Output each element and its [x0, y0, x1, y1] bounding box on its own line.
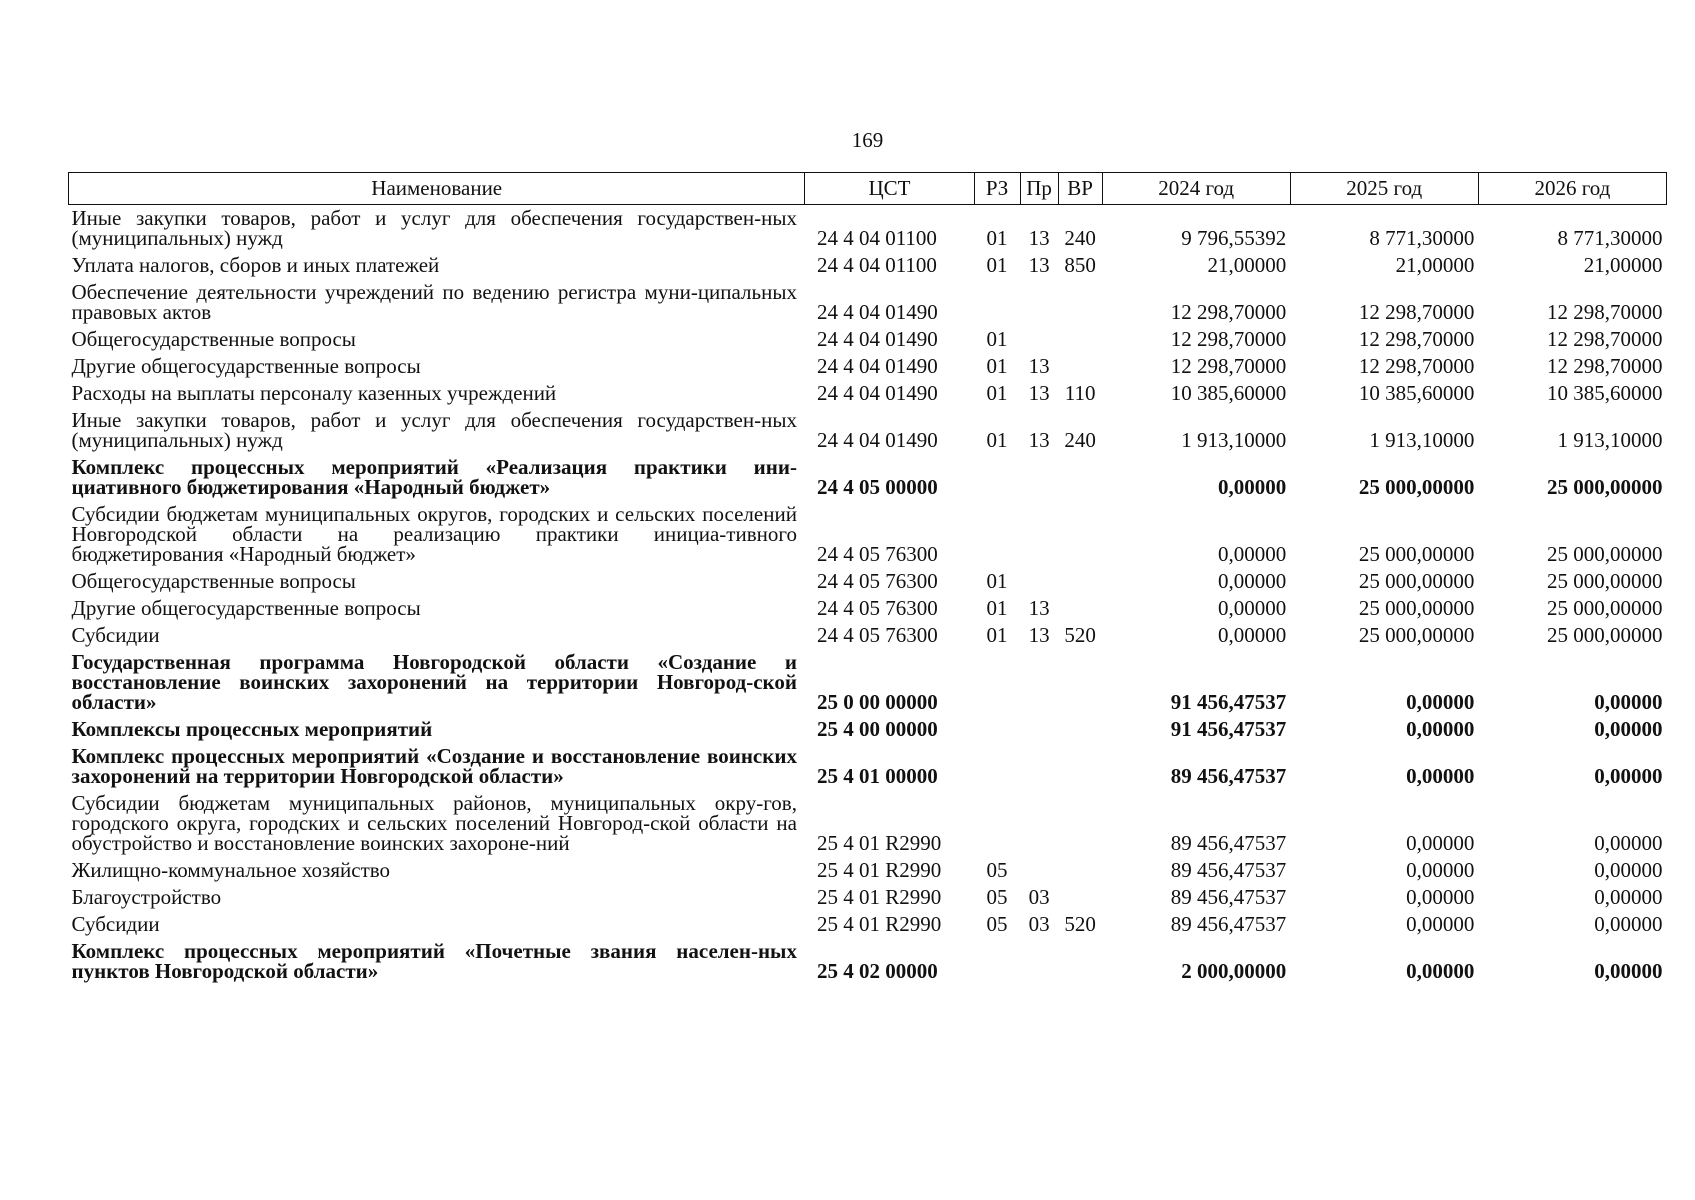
cell-rz [974, 743, 1020, 790]
cell-name: Другие общегосударственные вопросы [71, 354, 421, 378]
cell-name: Другие общегосударственные вопросы [71, 596, 421, 620]
cell-pr: 03 [1028, 885, 1050, 909]
cell-pr [1020, 743, 1058, 790]
cell-pr: 13 [1028, 354, 1050, 378]
cell-cst: 25 4 00 00000 [816, 717, 938, 741]
cell-cst: 24 4 04 01100 [816, 253, 937, 277]
cell-rz [974, 279, 1020, 326]
cell-pr: 13 [1028, 253, 1050, 277]
cell-vr [1058, 454, 1102, 501]
cell-pr: 13 [1028, 381, 1050, 405]
cell-cst: 25 4 02 00000 [816, 959, 938, 983]
budget-table [68, 172, 1667, 985]
table-row [69, 252, 1667, 279]
header-cst: ЦСТ [805, 173, 974, 205]
cell-name: Субсидии бюджетам муниципальных округов, городских и сельских поселений Новгородской области на реализацию практики инициа-тивного бюджетирования «Народный бюджет» [71, 502, 797, 566]
cell-rz: 01 [986, 354, 1008, 378]
cell-rz: 01 [986, 226, 1008, 250]
cell-pr [1020, 857, 1058, 884]
cell-pr [1020, 279, 1058, 326]
cell-2024: 89 456,47537 [1170, 885, 1287, 909]
cell-name: Уплата налогов, сборов и иных платежей [71, 253, 440, 277]
cell-cst: 24 4 04 01490 [816, 354, 938, 378]
cell-cst: 25 4 01 R2990 [816, 885, 942, 909]
table-row [69, 279, 1667, 326]
header-2024: 2024 год [1102, 173, 1290, 205]
cell-2024: 89 456,47537 [1170, 858, 1287, 882]
cell-2026: 0,00000 [1594, 885, 1663, 909]
cell-2024: 0,00000 [1217, 542, 1287, 566]
cell-rz [974, 716, 1020, 743]
cell-rz [974, 790, 1020, 857]
cell-2024: 89 456,47537 [1170, 831, 1287, 855]
table-row [69, 622, 1667, 649]
header-2026: 2026 год [1478, 173, 1666, 205]
cell-name: Расходы на выплаты персоналу казенных учреждений [71, 381, 557, 405]
cell-name: Субсидии бюджетам муниципальных районов, муниципальных окру-гов, городского округа, городских и сельских поселений Новгород-ской области на обустройство и восстановление воинских захороне-ний [71, 791, 797, 855]
cell-vr: 240 [1064, 226, 1096, 250]
cell-pr [1020, 568, 1058, 595]
table-body [69, 205, 1667, 986]
table-row [69, 911, 1667, 938]
cell-cst: 24 4 04 01490 [816, 300, 938, 324]
cell-cst: 24 4 04 01490 [816, 327, 938, 351]
cell-cst: 24 4 04 01490 [816, 428, 938, 452]
cell-vr [1058, 595, 1102, 622]
cell-name: Благоустройство [71, 885, 222, 909]
cell-name: Субсидии [71, 623, 160, 647]
cell-name: Комплекс процессных мероприятий «Создание и восстановление воинских захоронений на территории Новгородской области» [71, 744, 797, 788]
cell-pr: 13 [1028, 623, 1050, 647]
cell-rz: 01 [986, 253, 1008, 277]
cell-2026: 25 000,00000 [1547, 596, 1663, 620]
cell-2025: 0,00000 [1406, 912, 1475, 936]
cell-2026: 0,00000 [1594, 858, 1663, 882]
cell-rz: 01 [986, 327, 1008, 351]
cell-2026: 25 000,00000 [1547, 569, 1663, 593]
cell-vr [1058, 743, 1102, 790]
cell-pr [1020, 649, 1058, 716]
cell-2026: 0,00000 [1594, 912, 1663, 936]
table-row [69, 716, 1667, 743]
cell-rz: 05 [986, 858, 1008, 882]
cell-2026: 0,00000 [1594, 717, 1663, 741]
cell-cst: 25 4 01 R2990 [816, 858, 942, 882]
cell-rz [974, 649, 1020, 716]
cell-2025: 1 913,10000 [1369, 428, 1475, 452]
cell-2026: 12 298,70000 [1547, 354, 1663, 378]
cell-rz [974, 501, 1020, 568]
cell-vr [1058, 884, 1102, 911]
cell-2024: 21,00000 [1207, 253, 1287, 277]
cell-name: Субсидии [71, 912, 160, 936]
cell-name: Иные закупки товаров, работ и услуг для обеспечения государствен-ных (муниципальных) нужд [71, 206, 797, 250]
cell-2026: 0,00000 [1594, 831, 1663, 855]
cell-name: Комплексы процессных мероприятий [71, 717, 433, 741]
page-number: 169 [851, 128, 884, 152]
cell-pr: 13 [1028, 428, 1050, 452]
cell-2024: 91 456,47537 [1170, 690, 1287, 714]
cell-cst: 25 0 00 00000 [816, 690, 938, 714]
cell-2025: 25 000,00000 [1358, 596, 1475, 620]
cell-pr [1020, 716, 1058, 743]
table-row [69, 568, 1667, 595]
cell-2024: 12 298,70000 [1170, 300, 1287, 324]
cell-2024: 89 456,47537 [1170, 912, 1287, 936]
cell-rz: 01 [986, 623, 1008, 647]
table-row [69, 938, 1667, 985]
cell-2026: 8 771,30000 [1557, 226, 1663, 250]
cell-2025: 21,00000 [1395, 253, 1475, 277]
cell-2025: 0,00000 [1406, 858, 1475, 882]
cell-vr [1058, 857, 1102, 884]
cell-cst: 24 4 05 76300 [816, 596, 938, 620]
cell-2025: 12 298,70000 [1358, 300, 1475, 324]
cell-2024: 9 796,55392 [1181, 226, 1287, 250]
cell-2026: 21,00000 [1583, 253, 1663, 277]
cell-cst: 25 4 01 R2990 [816, 912, 942, 936]
cell-2026: 25 000,00000 [1547, 542, 1663, 566]
cell-vr [1058, 938, 1102, 985]
cell-cst: 24 4 05 76300 [816, 623, 938, 647]
cell-2025: 25 000,00000 [1358, 623, 1475, 647]
cell-vr: 240 [1064, 428, 1096, 452]
cell-rz [974, 454, 1020, 501]
cell-2025: 8 771,30000 [1369, 226, 1475, 250]
cell-cst: 24 4 05 76300 [816, 569, 938, 593]
cell-2024: 10 385,60000 [1170, 381, 1287, 405]
cell-2026: 1 913,10000 [1557, 428, 1663, 452]
cell-name: Жилищно-коммунальное хозяйство [71, 858, 391, 882]
cell-2025: 25 000,00000 [1358, 569, 1475, 593]
cell-vr [1058, 279, 1102, 326]
cell-2025: 12 298,70000 [1358, 327, 1475, 351]
cell-2025: 0,00000 [1406, 831, 1475, 855]
cell-2026: 0,00000 [1594, 764, 1663, 788]
table-row [69, 857, 1667, 884]
cell-rz: 01 [986, 596, 1008, 620]
cell-rz [974, 938, 1020, 985]
cell-pr [1020, 938, 1058, 985]
cell-vr [1058, 790, 1102, 857]
cell-pr [1020, 454, 1058, 501]
cell-name: Общегосударственные вопросы [71, 327, 356, 351]
cell-2024: 12 298,70000 [1170, 327, 1287, 351]
cell-cst: 24 4 05 76300 [816, 542, 938, 566]
cell-name: Обеспечение деятельности учреждений по ведению регистра муни-ципальных правовых актов [71, 280, 797, 324]
header-pr: Пр [1020, 173, 1058, 205]
table-row [69, 407, 1667, 454]
cell-rz: 05 [986, 912, 1008, 936]
cell-vr [1058, 326, 1102, 353]
table-header-row [69, 173, 1667, 205]
cell-cst: 25 4 01 00000 [816, 764, 938, 788]
cell-2025: 25 000,00000 [1358, 542, 1475, 566]
cell-cst: 24 4 04 01100 [816, 226, 937, 250]
cell-2024: 0,00000 [1217, 475, 1287, 499]
cell-vr [1058, 568, 1102, 595]
cell-pr: 13 [1028, 596, 1050, 620]
cell-vr: 520 [1064, 623, 1096, 647]
cell-pr: 03 [1028, 912, 1050, 936]
cell-2026: 0,00000 [1594, 959, 1663, 983]
cell-name: Общегосударственные вопросы [71, 569, 356, 593]
cell-2025: 0,00000 [1406, 764, 1475, 788]
cell-vr: 850 [1064, 253, 1096, 277]
cell-2026: 25 000,00000 [1547, 475, 1663, 499]
cell-pr [1020, 501, 1058, 568]
cell-vr [1058, 501, 1102, 568]
cell-2026: 12 298,70000 [1547, 300, 1663, 324]
cell-cst: 24 4 04 01490 [816, 381, 938, 405]
cell-rz: 05 [986, 885, 1008, 909]
cell-vr: 520 [1064, 912, 1096, 936]
cell-2024: 0,00000 [1217, 569, 1287, 593]
cell-2026: 10 385,60000 [1547, 381, 1663, 405]
cell-rz: 01 [986, 428, 1008, 452]
table-row [69, 205, 1667, 253]
header-name: Наименование [69, 173, 805, 205]
cell-2025: 0,00000 [1406, 885, 1475, 909]
table-row [69, 326, 1667, 353]
table-row [69, 790, 1667, 857]
header-rz: РЗ [974, 173, 1020, 205]
table-row [69, 649, 1667, 716]
cell-pr: 13 [1028, 226, 1050, 250]
cell-2025: 0,00000 [1406, 690, 1475, 714]
cell-2026: 25 000,00000 [1547, 623, 1663, 647]
cell-pr [1020, 790, 1058, 857]
cell-name: Государственная программа Новгородской области «Создание и восстановление воинских захоронений на территории Новгород-ской области» [71, 650, 797, 714]
cell-2025: 0,00000 [1406, 717, 1475, 741]
cell-2025: 10 385,60000 [1358, 381, 1475, 405]
header-vr: ВР [1058, 173, 1102, 205]
cell-cst: 24 4 05 00000 [816, 475, 938, 499]
cell-2024: 0,00000 [1217, 623, 1287, 647]
cell-rz: 01 [986, 569, 1008, 593]
cell-name: Комплекс процессных мероприятий «Реализация практики ини-циативного бюджетирования «Народный бюджет» [71, 455, 797, 499]
cell-vr [1058, 649, 1102, 716]
table-row [69, 743, 1667, 790]
cell-2024: 0,00000 [1217, 596, 1287, 620]
table-row [69, 353, 1667, 380]
cell-vr: 110 [1064, 381, 1096, 405]
table-row [69, 454, 1667, 501]
cell-2024: 2 000,00000 [1181, 959, 1287, 983]
cell-2025: 0,00000 [1406, 959, 1475, 983]
table-row [69, 380, 1667, 407]
cell-vr [1058, 353, 1102, 380]
cell-2026: 0,00000 [1594, 690, 1663, 714]
cell-2025: 12 298,70000 [1358, 354, 1475, 378]
table-row [69, 595, 1667, 622]
cell-2026: 12 298,70000 [1547, 327, 1663, 351]
cell-name: Иные закупки товаров, работ и услуг для обеспечения государствен-ных (муниципальных) нужд [71, 408, 797, 452]
table-row [69, 884, 1667, 911]
cell-name: Комплекс процессных мероприятий «Почетные звания населен-ных пунктов Новгородской области» [71, 939, 797, 983]
cell-vr [1058, 716, 1102, 743]
cell-rz: 01 [986, 381, 1008, 405]
header-2025: 2025 год [1290, 173, 1478, 205]
cell-2024: 12 298,70000 [1170, 354, 1287, 378]
cell-cst: 25 4 01 R2990 [816, 831, 942, 855]
cell-2024: 91 456,47537 [1170, 717, 1287, 741]
cell-pr [1020, 326, 1058, 353]
table-row [69, 501, 1667, 568]
cell-2024: 89 456,47537 [1170, 764, 1287, 788]
cell-2024: 1 913,10000 [1181, 428, 1287, 452]
cell-2025: 25 000,00000 [1358, 475, 1475, 499]
